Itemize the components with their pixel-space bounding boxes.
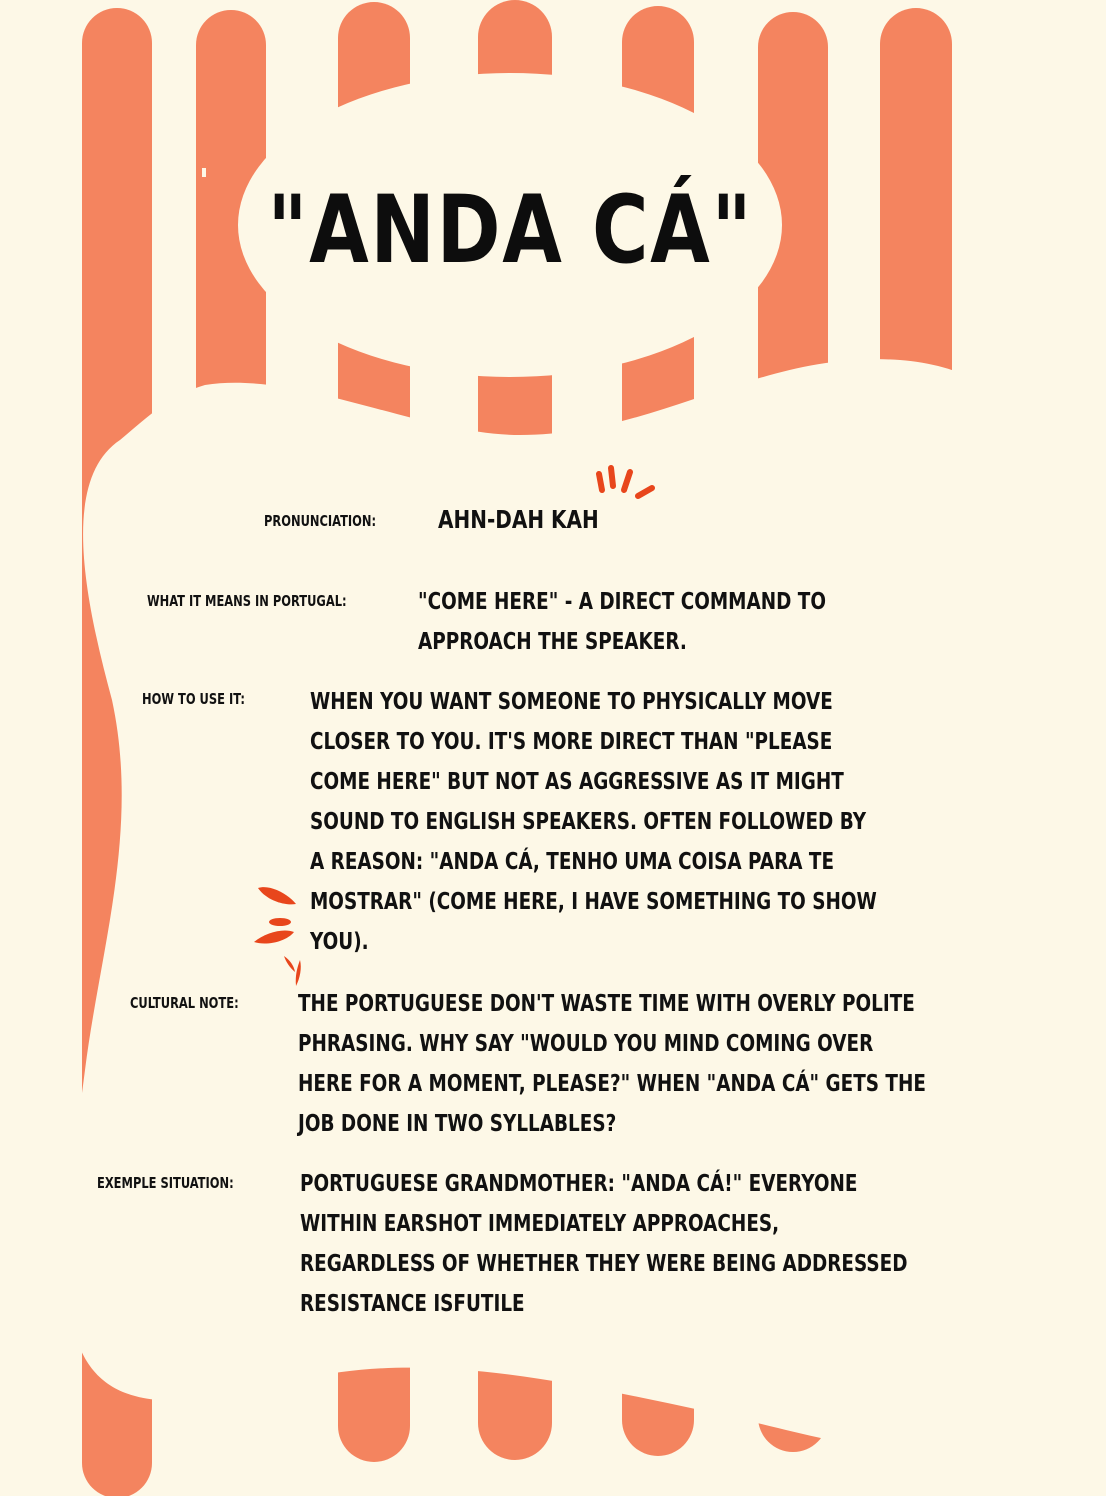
cultural-note-value: THE PORTUGUESE DON'T WASTE TIME WITH OVERLY POLITE PHRASING. WHY SAY "WOULD YOU MIND COMING OVER HERE FOR A MOMENT, PLEASE?" WHEN "ANDA CÁ" GETS THE JOB DONE IN TWO SYLLABLES? — [298, 991, 926, 1137]
pronunciation-value: AHN-DAH KAH — [438, 505, 599, 534]
title-container — [240, 130, 780, 330]
example-value: PORTUGUESE GRANDMOTHER: "ANDA CÁ!" EVERYONE WITHIN EARSHOT IMMEDIATELY APPROACHES, REGARDLESS OF WHETHER THEY WERE BEING ADDRESSED RESISTANCE ISFUTILE — [300, 1171, 908, 1317]
meaning-line-1: "COME HERE" - A DIRECT COMMAND TO — [418, 589, 826, 615]
pronunciation-label: PRONUNCIATION: — [264, 512, 377, 530]
meaning-line-2: APPROACH THE SPEAKER. — [418, 629, 687, 655]
meaning-label: WHAT IT MEANS IN PORTUGAL: — [147, 592, 347, 610]
example-label: EXEMPLE SITUATION: — [97, 1174, 234, 1192]
usage-label: HOW TO USE IT: — [142, 690, 245, 708]
usage-value: WHEN YOU WANT SOMEONE TO PHYSICALLY MOVE CLOSER TO YOU. IT'S MORE DIRECT THAN "PLEASE COME HERE" BUT NOT AS AGGRESSIVE AS IT MIGHT SOUND TO ENGLISH SPEAKERS. OFTEN FOLLOWED BY A REASON: "ANDA CÁ, TENHO UMA COISA PARA TE MOSTRAR" (COME HERE, I HAVE SOMETHING TO SHOW YOU). — [310, 689, 877, 955]
speck — [202, 168, 206, 177]
cultural-note-label: CULTURAL NOTE: — [130, 994, 239, 1012]
page-title: "ANDA CÁ" — [267, 175, 753, 285]
